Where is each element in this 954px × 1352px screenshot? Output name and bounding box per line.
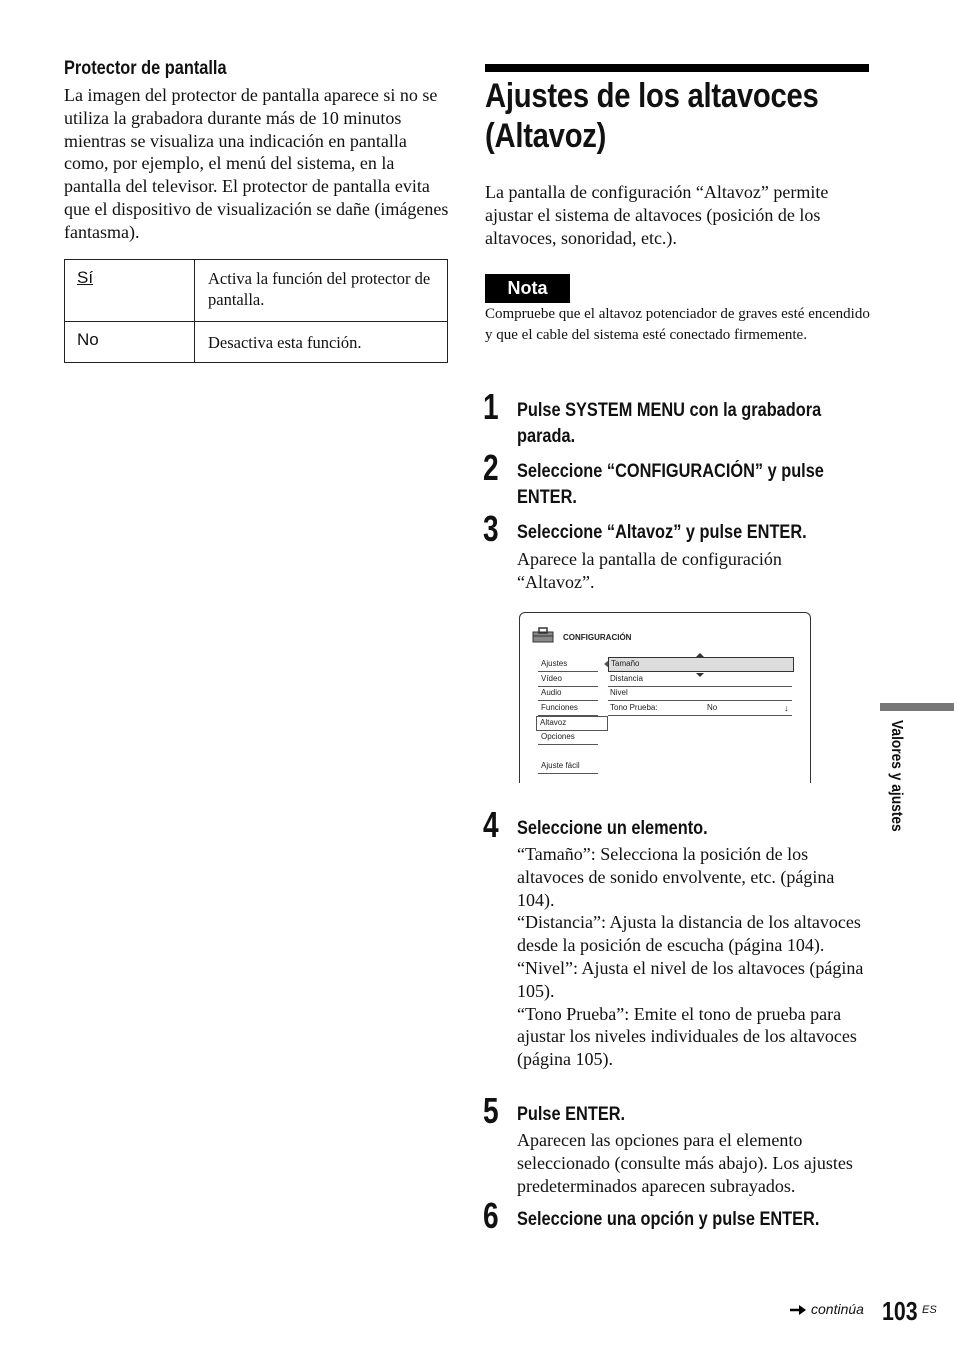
option-description: Desactiva esta función. [195,322,448,363]
step-number: 1 [483,386,499,427]
option-no: No [77,330,99,349]
menu-item-ajuste-facil[interactable] [538,760,598,774]
step-body: Aparece la pantalla de configuración “Altavoz”. [517,549,782,592]
step-body [517,843,873,1071]
menu-item-label: Funciones [541,703,578,712]
step-title [517,398,821,449]
continue-indicator [789,1301,864,1319]
submenu-item-tono-prueba[interactable] [608,702,792,716]
section-body: La imagen del protector de pantalla aparece si no se utiliza la grabadora durante más de 10 minutos mientras se visualiza una indicación en pantalla como, por ejemplo, el menú del sistema, en la pantalla del televisor. El protector de pantalla evita que el dispositivo de visualización se dañe (imágenes fantasma). [64,85,449,242]
arrow-up-icon [696,653,704,657]
submenu-label: Distancia [610,674,643,683]
step-paragraph: “Tamaño”: Selecciona la posición de los altavoces de sonido envolvente, etc. (página 104). [517,844,835,910]
submenu-item-tamano[interactable] [608,657,794,672]
note-text: Compruebe que el altavoz potenciador de graves esté encendido y que el cable del sistema esté conectado firmemente. [485,306,870,343]
menu-item-label: Audio [541,688,562,697]
section-tab-label: Valores y ajustes [888,720,905,832]
step-title-line: Pulse SYSTEM MENU con la grabadora [517,400,822,421]
submenu-label: Tono Prueba: [610,703,658,712]
screen-header: CONFIGURACIÓN [563,633,632,642]
title-rule [485,64,869,72]
step-number: 3 [483,508,499,549]
menu-item-label: Ajuste fácil [541,761,580,770]
step-title: Pulse ENTER. [517,1104,626,1125]
title-line: Ajustes de los altavoces [485,77,819,115]
section-heading: Protector de pantalla [64,58,227,79]
step-number: 5 [483,1090,499,1131]
page-number: 103 [882,1296,918,1326]
arrow-right-icon [789,1304,807,1316]
submenu-value: No [707,703,718,712]
submenu-label: Nivel [610,688,628,697]
option-key [65,322,195,363]
step-title-line: Seleccione “CONFIGURACIÓN” y pulse [517,461,824,482]
step-number: 2 [483,447,499,488]
step-title: Seleccione una opción y pulse ENTER. [517,1209,820,1230]
menu-item-label: Opciones [541,732,575,741]
menu-item-label: Altavoz [540,718,567,727]
step-title-line: ENTER. [517,486,577,508]
title-line: (Altavoz) [485,117,607,155]
menu-item-opciones[interactable] [538,731,598,745]
submenu-item-nivel[interactable] [608,687,792,701]
step-title: Seleccione “Altavoz” y pulse ENTER. [517,522,807,543]
step-title-line: parada. [517,425,576,447]
page-suffix: ES [922,1304,937,1316]
option-key [65,260,195,322]
submenu-item-distancia[interactable] [608,673,792,687]
option-description: Activa la función del protector de pantalla. [195,260,448,322]
note-badge: Nota [485,274,570,303]
menu-item-video[interactable] [538,673,598,687]
step-paragraph: “Tono Prueba”: Emite el tono de prueba para ajustar los niveles individuales de los altavoces (página 105). [517,1003,857,1070]
setup-screen [519,612,811,783]
arrow-down-icon: ↓ [784,703,789,713]
menu-item-ajustes[interactable] [538,658,598,672]
continue-label: continúa [811,1301,864,1317]
toolbox-icon [532,627,554,643]
menu-item-audio[interactable] [538,687,598,701]
options-table [64,259,448,363]
intro-text: La pantalla de configuración “Altavoz” permite ajustar el sistema de altavoces (posición de los altavoces, sonoridad, etc.). [485,182,829,248]
page-title [485,76,818,156]
step-title: Seleccione un elemento. [517,818,708,839]
step-paragraph: “Distancia”: Ajusta la distancia de los altavoces desde la posición de escucha (página 104). [517,912,861,956]
step-title [517,459,824,510]
submenu-label: Tamaño [611,659,640,668]
menu-item-label: Vídeo [541,674,562,683]
table-row [65,322,448,363]
section-tab-bar [880,703,954,711]
step-number: 4 [483,804,499,845]
menu-item-funciones[interactable] [538,702,598,716]
table-row [65,260,448,322]
menu-item-label: Ajustes [541,659,568,668]
option-si: Sí [77,268,94,287]
step-number: 6 [483,1195,499,1236]
step-body: Aparecen las opciones para el elemento seleccionado (consulte más abajo). Los ajustes predeterminados aparecen subrayados. [517,1130,853,1196]
step-paragraph: “Nivel”: Ajusta el nivel de los altavoces (página 105). [517,957,864,1001]
menu-item-altavoz[interactable] [536,716,608,731]
